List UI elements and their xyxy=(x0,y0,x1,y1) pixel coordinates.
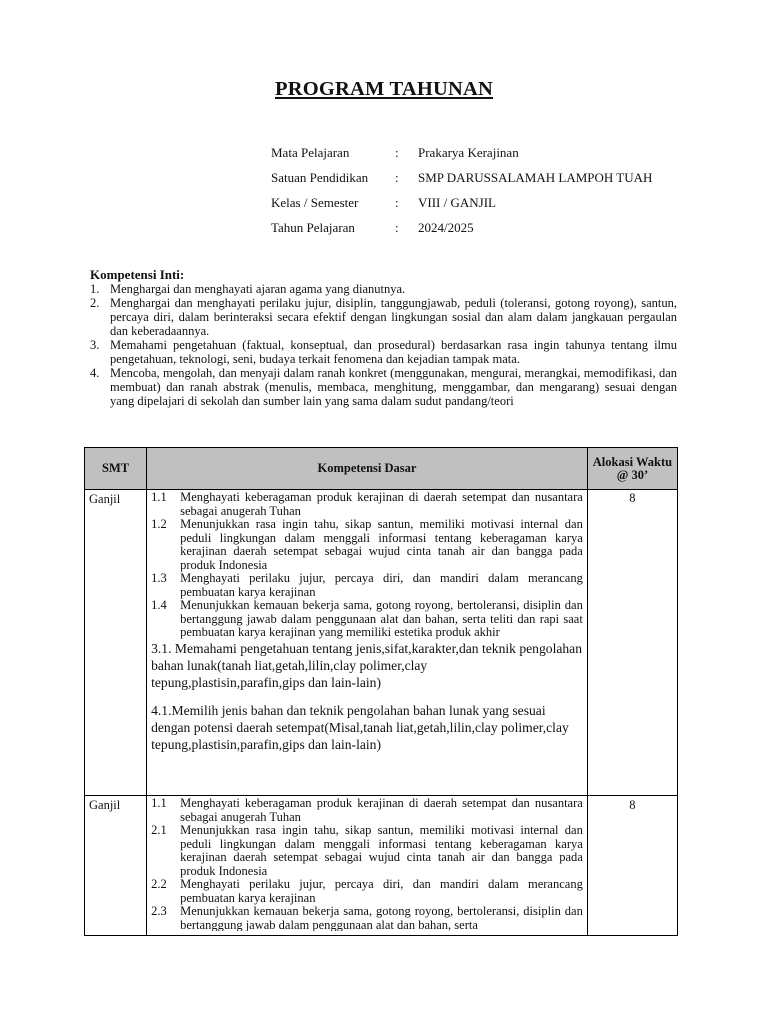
item-number: 3. xyxy=(90,338,100,352)
kd-item xyxy=(151,599,583,640)
info-label: Satuan Pendidikan xyxy=(271,170,369,185)
kd-number: 1.3 xyxy=(151,571,167,585)
kd-item xyxy=(151,797,583,824)
kd-number: 1.4 xyxy=(151,598,167,612)
alokasi-cell: 8 xyxy=(587,796,677,936)
kd-item xyxy=(151,572,583,599)
kd-text: Menunjukkan rasa ingin tahu, sikap santun, memiliki motivasi internal dan peduli lingkungan dalam menggali informasi tentang keberagaman karya kerajinan daerah setempat sebagai wujud cinta tanah air dan bangga pada produk Indonesia xyxy=(180,823,583,878)
info-colon: : xyxy=(395,195,399,210)
header-kompetensi-dasar: Kompetensi Dasar xyxy=(147,448,588,490)
kd-text: Menunjukkan rasa ingin tahu, sikap santun, memiliki motivasi internal dan peduli lingkungan dalam menggali informasi tentang keberagaman karya kerajinan daerah setempat sebagai wujud cinta tanah air dan bangga pada produk Indonesia xyxy=(180,517,583,572)
kd-item xyxy=(151,518,583,572)
kd-clip xyxy=(151,797,583,931)
kd-text: Menghayati perilaku jujur, percaya diri, dan mandiri dalam merancang pembuatan karya kerajinan xyxy=(180,877,583,905)
kompetensi-dasar-table xyxy=(84,447,678,936)
info-value: VIII / GANJIL xyxy=(418,195,496,210)
info-value: Prakarya Kerajinan xyxy=(418,145,519,160)
kd-text: Menghayati keberagaman produk kerajinan di daerah setempat dan nusantara sebagai anugerah Tuhan xyxy=(180,490,583,518)
table-row xyxy=(85,490,678,796)
kompetensi-inti-heading: Kompetensi Inti: xyxy=(90,267,185,282)
item-number: 1. xyxy=(90,282,100,296)
info-label: Kelas / Semester xyxy=(271,195,359,210)
info-label: Tahun Pelajaran xyxy=(271,220,355,235)
smt-cell: Ganjil xyxy=(85,796,147,936)
kompetensi-inti-item xyxy=(90,296,677,338)
table-header-row xyxy=(85,448,678,490)
kd-text: Menghayati keberagaman produk kerajinan di daerah setempat dan nusantara sebagai anugerah Tuhan xyxy=(180,797,583,824)
table-row xyxy=(85,796,678,936)
item-text: Menghargai dan menghayati perilaku jujur, disiplin, tanggungjawab, peduli (toleransi, gotong royong), santun, percaya diri, dalam berinteraksi secara efektif dengan lingkungan sosial dan alam dalam jangkauan pergaulan dan keberadaannya. xyxy=(110,296,677,338)
info-colon: : xyxy=(395,170,399,185)
kd-number: 2.3 xyxy=(151,904,167,918)
smt-cell: Ganjil xyxy=(85,490,147,796)
info-colon: : xyxy=(395,145,399,160)
kd-number: 1.1 xyxy=(151,490,167,504)
kd-number: 2.2 xyxy=(151,877,167,891)
item-number: 4. xyxy=(90,366,100,380)
kompetensi-inti-section xyxy=(90,268,677,408)
item-text: Mencoba, mengolah, dan menyaji dalam ranah konkret (menggunakan, mengurai, merangkai, memodifikasi, dan membuat) dan ranah abstrak (menulis, membaca, menghitung, menggambar, dan mengarang) sesuai dengan yang dipelajari di sekolah dan sumber lain yang sama dalam sudut pandang/teori xyxy=(110,366,677,408)
kd-item xyxy=(151,878,583,905)
kd-text: Menunjukkan kemauan bekerja sama, gotong royong, bertoleransi, disiplin dan bertanggung jawab dalam penggunaan alat dan bahan, serta teliti dan rapi saat pembuatan karya kerajinan yang memiliki estetika produk akhir xyxy=(180,598,583,639)
kompetensi-dasar-cell xyxy=(147,490,588,796)
kompetensi-inti-item xyxy=(90,282,677,296)
kd-item xyxy=(151,824,583,878)
item-text: Memahami pengetahuan (faktual, konseptual, dan prosedural) berdasarkan rasa ingin tahunya tentang ilmu pengetahuan, teknologi, seni, budaya terkait fenomena dan kejadian tampak mata. xyxy=(110,338,677,366)
info-colon: : xyxy=(395,220,399,235)
header-alokasi-waktu: Alokasi Waktu @ 30’ xyxy=(587,448,677,490)
kd-text: Menunjukkan kemauan bekerja sama, gotong royong, bertoleransi, disiplin dan bertanggung jawab dalam penggunaan alat dan bahan, serta xyxy=(180,904,583,931)
item-text: Menghargai dan menghayati ajaran agama yang dianutnya. xyxy=(110,282,406,296)
kompetensi-inti-item xyxy=(90,338,677,366)
kd-number: 1.2 xyxy=(151,517,167,531)
kompetensi-inti-item xyxy=(90,366,677,408)
kd-item xyxy=(151,905,583,931)
kd-paragraph: 4.1.Memilih jenis bahan dan teknik pengolahan bahan lunak yang sesuai dengan potensi daerah setempat(Misal,tanah liat,getah,lilin,clay polimer,clay tepung,plastisin,parafin,gips dan lain-lain) xyxy=(151,702,569,752)
info-label: Mata Pelajaran xyxy=(271,145,350,160)
info-value: 2024/2025 xyxy=(418,220,474,235)
alokasi-cell: 8 xyxy=(587,490,677,796)
info-value: SMP DARUSSALAMAH LAMPOH TUAH xyxy=(418,170,653,185)
kd-number: 2.1 xyxy=(151,823,167,837)
document-title: PROGRAM TAHUNAN xyxy=(274,78,494,100)
kd-text: Menghayati perilaku jujur, percaya diri, dan mandiri dalam merancang pembuatan karya kerajinan xyxy=(180,571,583,599)
item-number: 2. xyxy=(90,296,100,310)
kompetensi-dasar-cell xyxy=(147,796,588,936)
header-smt: SMT xyxy=(85,448,147,490)
kompetensi-inti-list xyxy=(90,282,677,408)
kd-item xyxy=(151,491,583,518)
kd-number: 1.1 xyxy=(151,797,167,810)
kd-paragraph: 3.1. Memahami pengetahuan tentang jenis,sifat,karakter,dan teknik pengolahan bahan lunak(tanah liat,getah,lilin,clay polimer,clay tepung,plastisin,parafin,gips dan lain-lain) xyxy=(151,640,583,690)
